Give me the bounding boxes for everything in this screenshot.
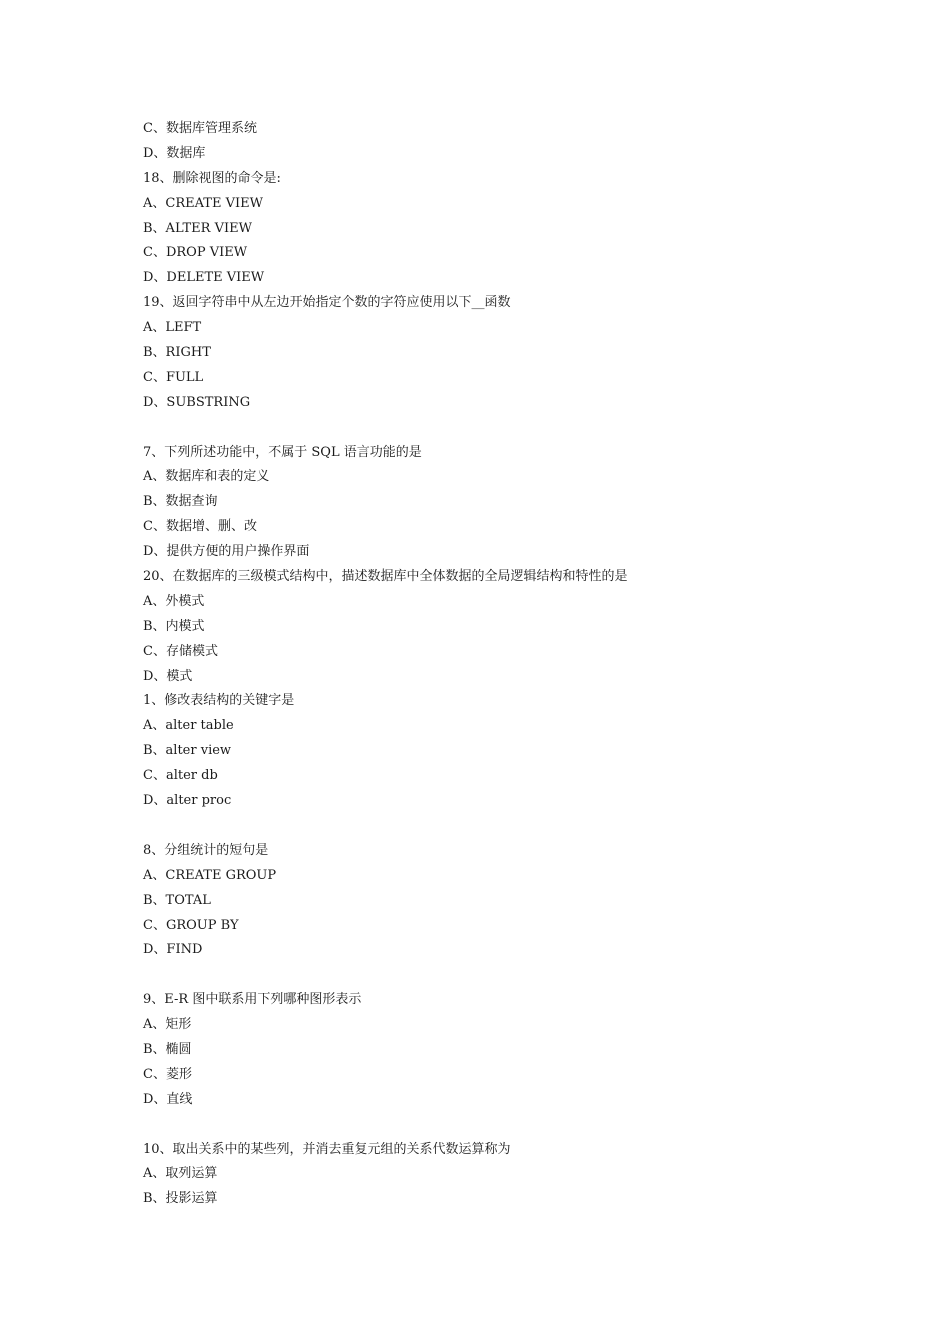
option-text: A、alter table: [143, 718, 234, 734]
option-text: B、数据查询: [143, 494, 218, 510]
option-text: C、alter db: [143, 768, 218, 784]
blank-line: [143, 1113, 843, 1138]
option-text: D、DELETE VIEW: [143, 270, 265, 286]
option-text: A、取列运算: [143, 1166, 218, 1182]
option-text: C、数据库管理系统: [143, 121, 257, 136]
blank-line: [143, 416, 843, 441]
option-text: A、CREATE GROUP: [143, 867, 277, 883]
question-text: 10、取出关系中的某些列，并消去重复元组的关系代数运算称为: [143, 1141, 511, 1157]
question-text: 18、删除视图的命令是:: [143, 170, 281, 186]
option-text: C、FULL: [143, 369, 204, 385]
option-text: C、数据增、删、改: [143, 519, 257, 535]
question-text: 7、下列所述功能中，不属于 SQL 语言功能的是: [143, 444, 422, 460]
option-text: B、ALTER VIEW: [143, 220, 252, 236]
question-text: 9、E-R 图中联系用下列哪种图形表示: [143, 992, 362, 1008]
question-text: 8、分组统计的短句是: [143, 842, 269, 858]
option-text: A、CREATE VIEW: [143, 195, 263, 211]
blank-line: [143, 814, 843, 839]
document-page: [143, 117, 843, 1212]
question-text: 19、返回字符串中从左边开始指定个数的字符应使用以下__函数: [143, 295, 511, 311]
option-text: D、模式: [143, 668, 193, 684]
option-text: C、DROP VIEW: [143, 245, 248, 261]
option-text: C、GROUP BY: [143, 917, 239, 933]
option-text: D、alter proc: [143, 793, 232, 809]
option-text: A、矩形: [143, 1017, 192, 1033]
option-text: C、菱形: [143, 1066, 192, 1082]
option-text: A、LEFT: [143, 320, 202, 336]
option-text: D、提供方便的用户操作界面: [143, 544, 310, 560]
option-text: C、存储模式: [143, 643, 218, 659]
option-text: B、RIGHT: [143, 345, 211, 361]
option-text: D、FIND: [143, 942, 203, 958]
question-text: 20、在数据库的三级模式结构中，描述数据库中全体数据的全局逻辑结构和特性的是: [143, 569, 628, 585]
question-text: 1、修改表结构的关键字是: [143, 693, 295, 709]
option-text: A、外模式: [143, 593, 205, 609]
option-text: D、直线: [143, 1091, 193, 1107]
option-text: B、TOTAL: [143, 892, 211, 908]
option-text: B、alter view: [143, 743, 232, 759]
option-text: D、SUBSTRING: [143, 394, 251, 410]
option-text: B、投影运算: [143, 1191, 218, 1207]
blank-line: [143, 963, 843, 988]
option-text: B、内模式: [143, 618, 205, 634]
option-text: A、数据库和表的定义: [143, 469, 270, 485]
option-text: B、椭圆: [143, 1041, 192, 1057]
option-text: D、数据库: [143, 145, 206, 161]
